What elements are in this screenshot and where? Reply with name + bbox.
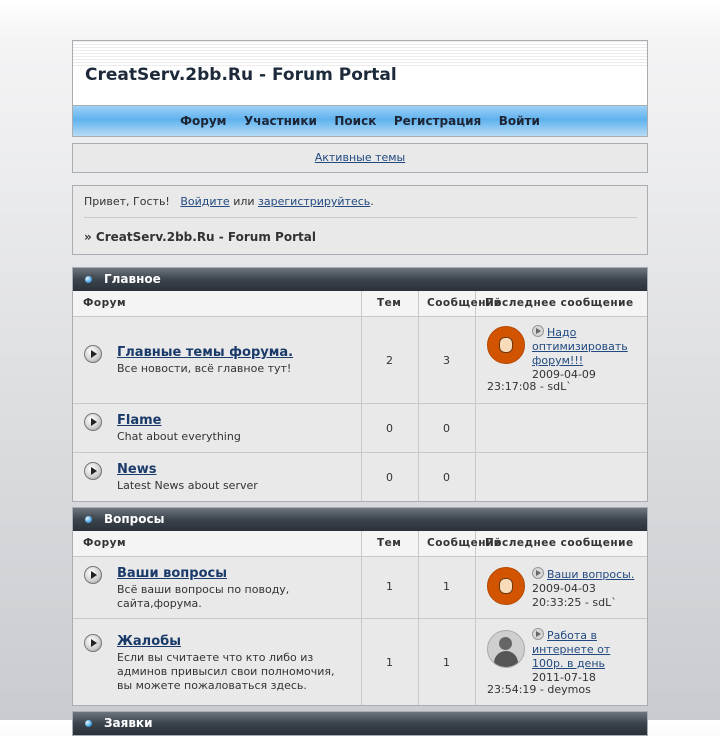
or-text: или [233, 195, 255, 208]
post-count: 3 [443, 354, 450, 367]
category-header [73, 712, 647, 735]
topic-count: 0 [386, 471, 393, 484]
forum-description: Все новости, всё главное тут! [117, 362, 292, 375]
last-post-date: 2011-07-18 [532, 671, 596, 684]
category-title[interactable]: Главное [104, 272, 161, 286]
last-post [532, 325, 642, 382]
last-post-author: 23:54:19 - deymos [487, 683, 591, 696]
register-link[interactable]: зарегистрируйтесь [258, 195, 371, 208]
forum-description: Всё ваши вопросы по поводу, сайта,форума. [117, 583, 290, 610]
go-to-post-icon[interactable] [532, 325, 544, 337]
bullet-icon [85, 276, 92, 283]
post-count: 0 [443, 471, 450, 484]
last-post-link[interactable]: Надо оптимизировать форум!!! [532, 326, 628, 367]
category-title[interactable]: Заявки [104, 716, 153, 730]
last-post [532, 628, 642, 685]
last-post-author: 20:33:25 - sdL` [532, 596, 617, 609]
nav-register[interactable]: Регистрация [393, 114, 482, 128]
greeting-text: Привет, Гость! [84, 195, 170, 208]
topic-count: 2 [386, 354, 393, 367]
greeting [84, 195, 374, 208]
last-post-author: 23:17:08 - sdL` [487, 380, 572, 393]
forum-status-icon [84, 462, 102, 480]
active-topics-bar [72, 143, 648, 173]
last-post-date: 2009-04-03 [532, 582, 596, 595]
forum-description: Latest News about server [117, 479, 258, 492]
site-header [72, 40, 648, 105]
col-last-post: Последнее сообщение [485, 297, 634, 309]
nav-members[interactable]: Участники [243, 114, 317, 128]
forum-status-icon [84, 413, 102, 431]
post-count: 1 [443, 656, 450, 669]
nav-forum[interactable]: Форум [180, 114, 227, 128]
forum-description: Если вы считаете что кто либо из админов привысил свои полномочия, вы можете пожаловаться здесь. [117, 651, 335, 692]
post-count: 1 [443, 580, 450, 593]
welcome-panel [72, 185, 648, 255]
forum-link[interactable]: Flame [117, 413, 162, 428]
avatar[interactable] [487, 567, 525, 605]
forum-description: Chat about everything [117, 430, 241, 443]
category-applications [72, 711, 648, 736]
dot-text: . [370, 195, 374, 208]
main-nav [72, 105, 648, 137]
forum-link[interactable]: Главные темы форума. [117, 345, 294, 360]
col-forum: Форум [83, 297, 127, 309]
nav-login[interactable]: Войти [498, 114, 540, 128]
forum-link[interactable]: Жалобы [117, 634, 181, 649]
divider [84, 217, 637, 218]
login-link[interactable]: Войдите [180, 195, 230, 208]
topic-count: 1 [386, 656, 393, 669]
site-title[interactable]: CreatServ.2bb.Ru - Forum Portal [85, 65, 397, 85]
last-post-link[interactable]: Работа в интернете от 100р. в день [532, 629, 611, 670]
post-count: 0 [443, 422, 450, 435]
col-posts: Сообщений [427, 537, 502, 549]
avatar[interactable] [487, 326, 525, 364]
breadcrumb: » CreatServ.2bb.Ru - Forum Portal [84, 230, 316, 244]
topic-count: 1 [386, 580, 393, 593]
column-headers [73, 291, 647, 317]
forum-status-icon [84, 566, 102, 584]
category-header [73, 268, 647, 291]
active-topics-link[interactable]: Активные темы [314, 151, 406, 164]
col-posts: Сообщений [427, 297, 502, 309]
forum-row [73, 453, 647, 501]
column-headers [73, 531, 647, 557]
last-post-link[interactable]: Ваши вопросы. [547, 568, 635, 581]
topic-count: 0 [386, 422, 393, 435]
col-topics: Тем [377, 537, 402, 549]
forum-row [73, 317, 647, 404]
bullet-icon [85, 720, 92, 727]
category-questions [72, 507, 648, 706]
last-post [532, 567, 642, 610]
go-to-post-icon[interactable] [532, 628, 544, 640]
go-to-post-icon[interactable] [532, 567, 544, 579]
forum-status-icon [84, 634, 102, 652]
category-title[interactable]: Вопросы [104, 512, 165, 526]
forum-link[interactable]: Ваши вопросы [117, 566, 227, 581]
nav-search[interactable]: Поиск [334, 114, 377, 128]
last-post-date: 2009-04-09 [532, 368, 596, 381]
forum-row [73, 619, 647, 705]
category-header [73, 508, 647, 531]
col-forum: Форум [83, 537, 127, 549]
forum-row [73, 404, 647, 453]
col-topics: Тем [377, 297, 402, 309]
forum-row [73, 557, 647, 619]
forum-link[interactable]: News [117, 462, 157, 477]
forum-status-icon [84, 345, 102, 363]
category-main [72, 267, 648, 502]
bullet-icon [85, 516, 92, 523]
avatar[interactable] [487, 630, 525, 668]
col-last-post: Последнее сообщение [485, 537, 634, 549]
